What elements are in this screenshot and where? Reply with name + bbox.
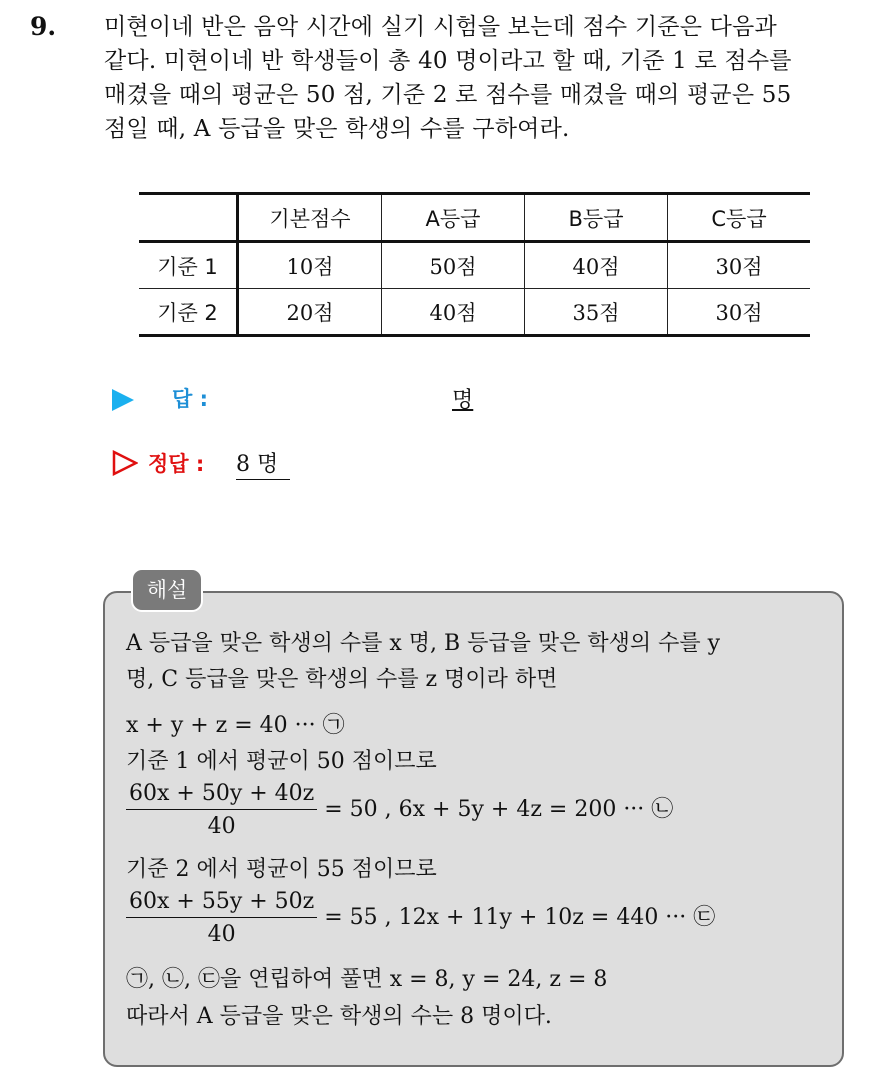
outline-triangle-icon [112,450,138,476]
table-cell: 30점 [668,242,811,289]
table-cell: 50점 [382,242,525,289]
equation-2-rest: = 50 , 6x + 5y + 4z = 200 ··· ㉡ [324,797,674,822]
solution-line: ㉠, ㉡, ㉢을 연립하여 풀면 x = 8, y = 24, z = 8 [126,967,608,992]
table-row [139,289,810,336]
question-line: 미현이네 반은 음악 시간에 실기 시험을 보는데 점수 기준은 다음과 [104,14,777,40]
answer-label: 답 : [172,387,208,411]
table-cell: 40점 [525,242,668,289]
equation-1: x + y + z = 40 ··· ㉠ [126,713,345,738]
table-header-cell: B등급 [525,194,668,242]
row-label: 기준 2 [139,289,238,336]
table-cell: 35점 [525,289,668,336]
solution-line: 따라서 A 등급을 맞은 학생의 수는 8 명이다. [126,1004,552,1029]
score-criteria-table [139,192,810,337]
row-label: 기준 1 [139,242,238,289]
solution-line: A 등급을 맞은 학생의 수를 x 명, B 등급을 맞은 학생의 수를 y [126,631,721,656]
equation-2 [126,781,673,839]
table-corner-cell [139,194,238,242]
solution-line: 기준 2 에서 평균이 55 점이므로 [126,857,437,882]
fraction-1 [126,781,317,839]
table-header-cell: 기본점수 [238,194,382,242]
solution-line: 명, C 등급을 맞은 학생의 수를 z 명이라 하면 [126,667,558,692]
question-text [104,10,864,146]
fraction-numerator: 60x + 55y + 50z [126,889,317,918]
fraction-denominator: 40 [207,922,236,947]
answer-row [112,383,612,415]
table-cell: 30점 [715,300,763,325]
fraction-numerator: 60x + 50y + 40z [126,781,317,810]
question-number: 9. [30,12,57,41]
table-cell: 20점 [238,289,382,336]
correct-answer-row [112,447,612,479]
table-header-row [139,194,810,242]
question-line: 점일 때, A 등급을 맞은 학생의 수를 구하여라. [104,116,570,142]
correct-answer-label: 정답 : [148,452,205,476]
equation-3-rest: = 55 , 12x + 11y + 10z = 440 ··· ㉢ [324,905,716,930]
play-triangle-icon [112,389,134,411]
question-line: 같다. 미현이네 반 학생들이 총 40 명이라고 할 때, 기준 1 로 점수를 [104,48,792,74]
fraction-2 [126,889,317,947]
table-cell: 10점 [238,242,382,289]
answer-unit: 명 [452,388,474,413]
equation-3 [126,889,715,947]
correct-answer-value: 8 명 [236,447,290,480]
table-header-cell: C등급 [711,206,767,231]
solution-line: 기준 1 에서 평균이 50 점이므로 [126,749,437,774]
solution-tab: 해설 [131,568,203,612]
table-cell: 40점 [382,289,525,336]
fraction-denominator: 40 [207,814,236,839]
table-row [139,242,810,289]
table-header-cell: A등급 [382,194,525,242]
question-line: 매겼을 때의 평균은 50 점, 기준 2 로 점수를 매겼을 때의 평균은 55 [104,82,792,108]
